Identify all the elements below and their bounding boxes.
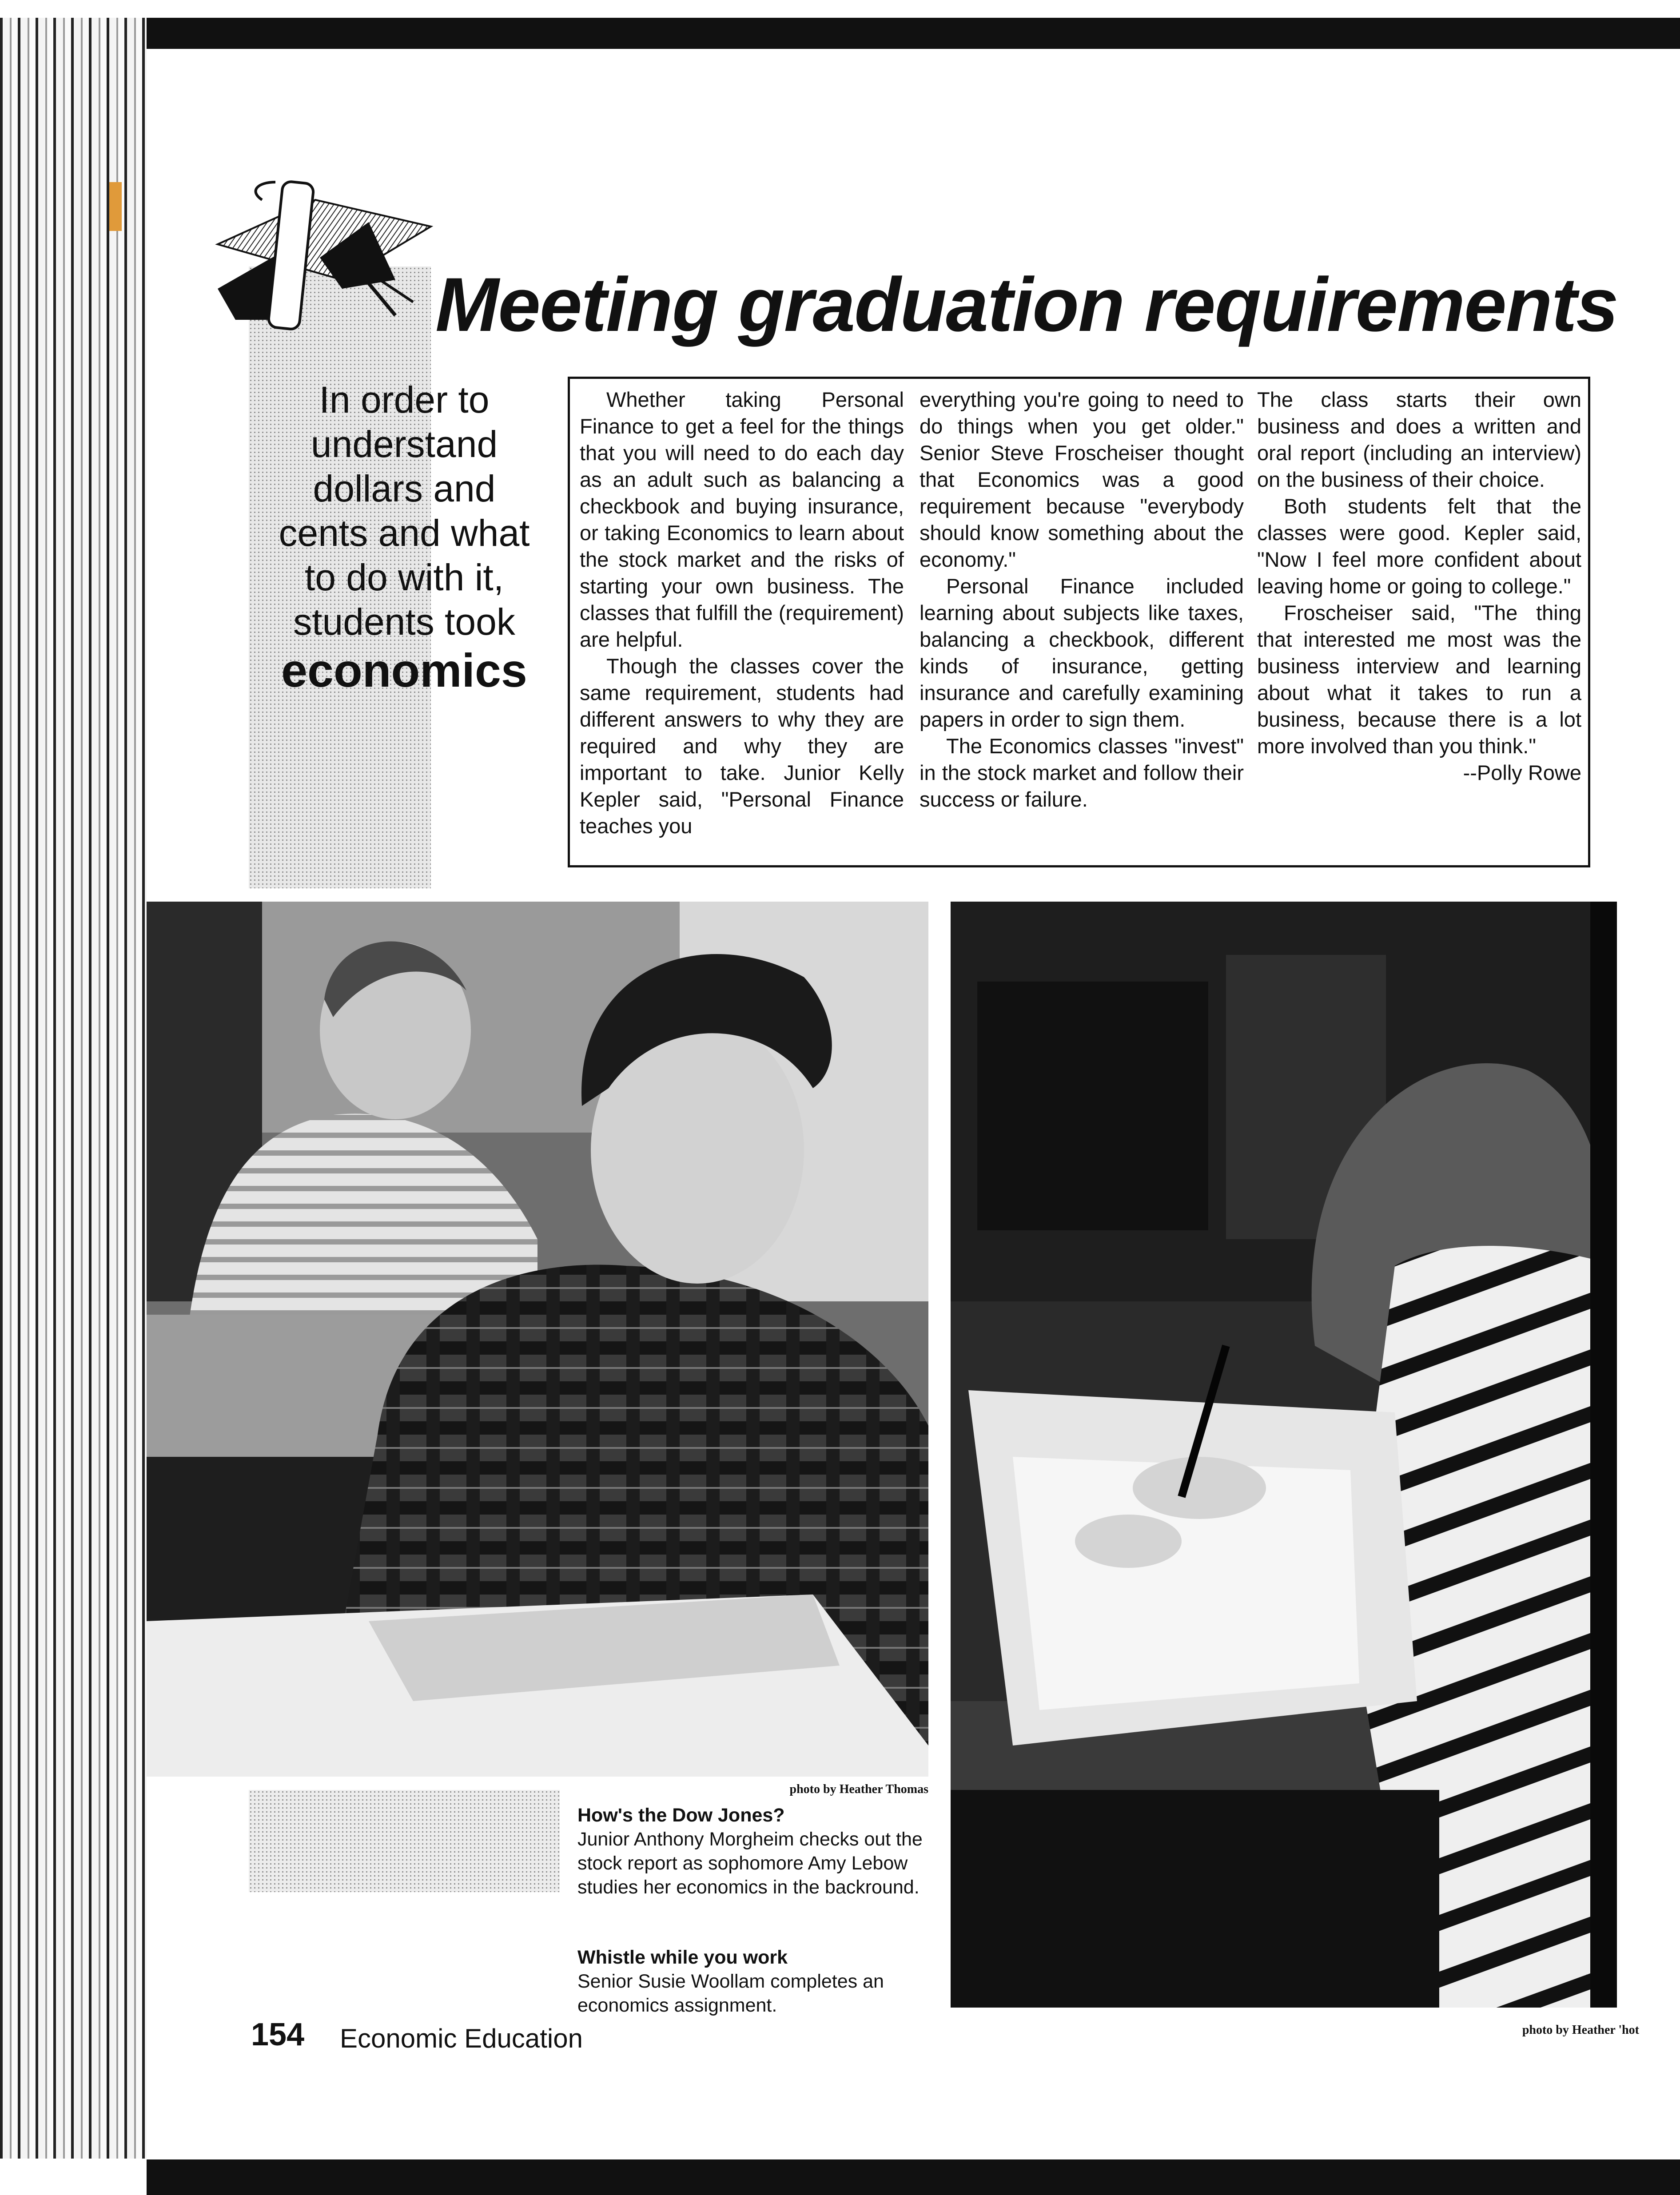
scan-top-edge — [147, 18, 1680, 49]
subhead — [249, 378, 560, 697]
paragraph: Though the classes cover the same requirement, students had different answers to why they are required and why they are important to take. Junior Kelly Kepler said, "Personal Finance teaches you — [580, 654, 904, 838]
page-title: Meeting graduation requirements — [435, 262, 1618, 347]
photo-credit: photo by Heather Thomas — [789, 1782, 928, 1796]
photo-caption — [577, 1803, 928, 1899]
paragraph: everything you're going to need to do things when you get older." Senior Steve Froscheiser thought that Economics was a good requirement because "everybody should know something about the economy." — [920, 388, 1244, 571]
photo-caption — [577, 1945, 928, 2017]
photo-credit: photo by Heather 'hot — [1522, 2023, 1639, 2037]
subhead-line: cents and what — [279, 512, 530, 554]
caption-body: Senior Susie Woollam completes an economics assignment. — [577, 1971, 884, 2016]
scan-bottom-edge — [147, 2159, 1680, 2195]
section-name: Economic Education — [340, 2024, 583, 2053]
article-column-3 — [1257, 386, 1581, 786]
paragraph: Both students felt that the classes were good. Kepler said, "Now I feel more confident about leaving home or going to college." — [1257, 494, 1581, 598]
article-column-1 — [580, 386, 904, 839]
paragraph: Froscheiser said, "The thing that interested me most was the business interview and learning about what it takes to run a business, because there is a lot more involved than you think." — [1257, 601, 1581, 758]
photo-students-reading — [147, 902, 928, 1777]
page-number: 154 — [251, 2017, 305, 2052]
caption-body: Junior Anthony Morgheim checks out the stock report as sophomore Amy Lebow studies her economics in the backround. — [577, 1829, 923, 1898]
page-edges — [0, 18, 147, 2159]
subhead-line: dollars and — [313, 468, 496, 509]
graduation-cap-diploma-icon — [209, 173, 440, 360]
subhead-line: In order to — [319, 379, 490, 421]
page-tab-marker — [109, 182, 122, 231]
caption-head: Whistle while you work — [577, 1947, 788, 1968]
subhead-line: students took — [293, 601, 515, 643]
byline: --Polly Rowe — [1463, 761, 1581, 784]
caption-head: How's the Dow Jones? — [577, 1805, 785, 1826]
paragraph: The class starts their own business and does a written and oral report (including an interview) on the business of their choice. — [1257, 388, 1581, 491]
paragraph: Personal Finance included learning about subjects like taxes, balancing a checkbook, different kinds of insurance, getting insurance and carefully examining papers in order to sign them. — [920, 574, 1244, 731]
subhead-line: understand — [311, 423, 498, 465]
subhead-emphasis: economics — [281, 644, 527, 697]
caption-dot-box — [249, 1790, 560, 1892]
paragraph: Whether taking Personal Finance to get a feel for the things that you will need to do each day as an adult such as balancing a checkbook and buying insurance, or taking Economics to learn about the stock market and the risks of starting your own business. The classes that fulfill the (requirement) are helpful. — [580, 388, 904, 651]
subhead-line: to do with it, — [304, 557, 504, 598]
photo-student-writing — [951, 902, 1617, 2008]
paragraph: The Economics classes "invest" in the stock market and follow their success or failure. — [920, 734, 1244, 811]
article-column-2 — [920, 386, 1244, 813]
